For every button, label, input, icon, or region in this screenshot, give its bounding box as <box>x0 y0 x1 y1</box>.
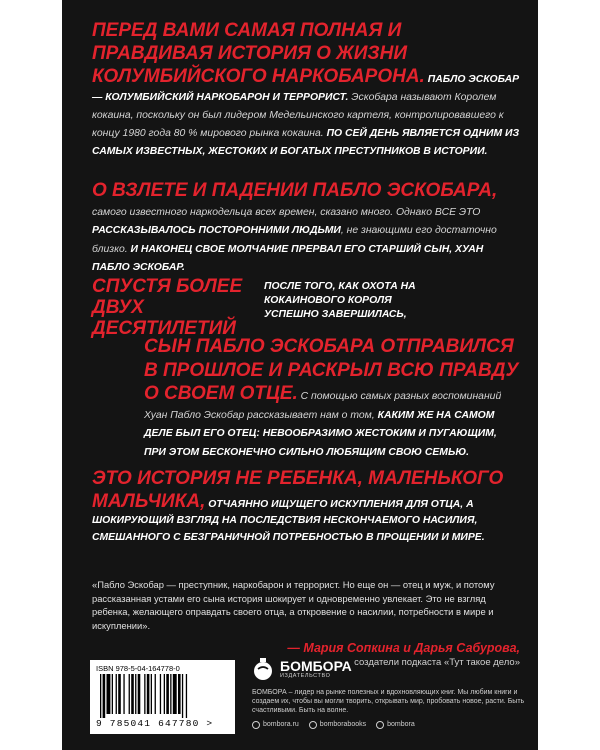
intro-headline: ПЕРЕД ВАМИ САМАЯ ПОЛНАЯ И ПРАВДИВАЯ ИСТОРИЯ О ЖИЗНИ КОЛУМБИЙСКОГО НАРКОБАРОНА. <box>92 20 425 87</box>
globe-icon <box>252 721 260 729</box>
barcode <box>100 674 225 718</box>
social-icon <box>376 721 384 729</box>
barcode-bar <box>112 674 113 714</box>
rise-fall-headline: О ВЗЛЕТЕ И ПАДЕНИИ ПАБЛО ЭСКОБАРА, <box>92 180 498 201</box>
publisher-contacts <box>252 721 527 729</box>
barcode-bar <box>135 674 136 714</box>
decades-block <box>92 276 520 339</box>
barcode-bar <box>186 674 187 718</box>
decades-text: ПОСЛЕ ТОГО, КАК ОХОТА НА КОКАИНОВОГО КОРОЛЯ УСПЕШНО ЗАВЕРШИЛАСЬ, <box>264 281 416 320</box>
barcode-bar <box>178 674 181 714</box>
story-bold: ОТЧАЯННО ИЩУЩЕГО ИСКУПЛЕНИЯ ДЛЯ ОТЦА, А ШОКИРУЮЩИЙ ВЗГЛЯД НА ПОСЛЕДСТВИЯ НЕСКОНЧАЕМОГО НАСИЛИЯ, СМЕШАННОГО С БЕЗГРАНИЧНОЙ ПОТРЕБНОСТЬЮ В ПРОЩЕНИИ И МИРЕ. <box>92 498 485 543</box>
barcode-bar <box>107 674 111 714</box>
barcode-bar <box>103 674 106 718</box>
isbn-digits: 9 785041 647780 > <box>96 718 214 729</box>
rise-fall-text-2: , не знающими его достаточно близко. <box>92 225 497 255</box>
intro-bold: ПАБЛО ЭСКОБАР — КОЛУМБИЙСКИЙ НАРКОБАРОН И ТЕРРОРИСТ. <box>92 74 520 103</box>
rise-fall-bold: РАССКАЗЫВАЛОСЬ ПОСТОРОННИМИ ЛЮДЬМИ <box>92 225 341 236</box>
intro-text: Эскобара называют Королем кокаина, поскольку он был лидером Медельинского картеля, контролировавшего к концу 1980 года 80 % мирового рынка кокаина. <box>92 92 504 139</box>
barcode-bar <box>151 674 152 714</box>
publisher-block <box>252 656 527 729</box>
bombora-logo-icon <box>252 656 274 682</box>
intro-bold-2: ПО СЕЙ ДЕНЬ ЯВЛЯЕТСЯ ОДНИМ ИЗ САМЫХ ИЗВЕСТНЫХ, ЖЕСТОКИХ И БОГАТЫХ ПРЕСТУПНИКОВ В ИСТОРИИ. <box>92 128 520 157</box>
barcode-bar <box>129 674 130 714</box>
barcode-bar <box>155 674 156 714</box>
son-bold: КАКИМ ЖЕ НА САМОМ ДЕЛЕ БЫЛ ЕГО ОТЕЦ: НЕВООБРАЗИМО ЖЕСТОКИМ И ПУГАЮЩИМ, ПРИ ЭТОМ БЕСКОНЕЧНО СИЛЬНО ЛЮБЯЩИМ СВОЮ СЕМЬЮ. <box>144 409 497 458</box>
rise-fall-block <box>92 180 520 278</box>
rise-fall-text: самого известного наркодельца всех времен, сказано много. Однако ВСЕ ЭТО <box>92 206 481 218</box>
review-quote <box>92 578 520 632</box>
publisher-description: БОМБОРА – лидер на рынке полезных и вдохновляющих книг. Мы любим книги и создаем их, чтобы вы могли творить, открывать мир, пробовать новое, расти. Быть счастливыми. Быть на волне. <box>252 689 525 715</box>
barcode-bar <box>131 674 134 714</box>
back-cover <box>62 0 538 750</box>
barcode-bar <box>170 674 171 714</box>
decades-headline: СПУСТЯ БОЛЕЕ ДВУХ ДЕСЯТИЛЕТИЙ <box>92 276 243 339</box>
barcode-bar <box>147 674 150 714</box>
social-icon <box>309 721 317 729</box>
barcode-bar <box>123 674 124 714</box>
barcode-bar <box>164 674 165 714</box>
quote-text: «Пабло Эскобар — преступник, наркобарон и террорист. Но еще он — отец и муж, и потому рассказанная устами его сына история шокирует и одновременно увлекает. Это не взгляд ребенка, желающего оправдать своего отца, а откровение о насилии, потребности в мире и искуплении». <box>92 579 495 631</box>
story-headline: ЭТО ИСТОРИЯ НЕ РЕБЕНКА, МАЛЕНЬКОГО МАЛЬЧИКА, <box>92 468 504 512</box>
social-link-1[interactable]: bomborabooks <box>309 721 366 729</box>
isbn-label: ISBN 978-5-04-164778-0 <box>96 664 180 673</box>
barcode-bar <box>116 674 117 714</box>
barcode-bar <box>144 674 145 714</box>
barcode-bar <box>138 674 141 714</box>
story-block <box>92 468 520 546</box>
rise-fall-bold-2: И НАКОНЕЦ СВОЕ МОЛЧАНИЕ ПРЕРВАЛ ЕГО СТАРШИЙ СЫН, ХУАН ПАБЛО ЭСКОБАР. <box>92 243 484 273</box>
social-link-2[interactable]: bombora <box>376 721 415 729</box>
barcode-bar <box>182 674 183 718</box>
quote-role: создатели подкаста «Тут такое дело» <box>354 657 520 668</box>
isbn-barcode-box <box>90 660 235 734</box>
son-text: С помощью самых разных воспоминаний Хуан Пабло Эскобар рассказывает нам о том, <box>144 391 502 421</box>
intro-block <box>92 20 520 161</box>
barcode-bar <box>100 674 101 718</box>
barcode-bar <box>166 674 169 714</box>
barcode-bar <box>173 674 177 714</box>
son-block <box>144 336 520 462</box>
publisher-sub: ИЗДАТЕЛЬСТВО <box>280 673 331 679</box>
son-headline: СЫН ПАБЛО ЭСКОБАРА ОТПРАВИЛСЯ В ПРОШЛОЕ И РАСКРЫЛ ВСЮ ПРАВДУ О СВОЕМ ОТЦЕ. <box>144 336 519 404</box>
quote-author: — Мария Сопкина и Дарья Сабурова, <box>287 641 520 655</box>
barcode-bar <box>118 674 121 714</box>
barcode-bar <box>160 674 161 714</box>
site-link[interactable]: bombora.ru <box>252 721 299 729</box>
publisher-name: БОМБОРА <box>280 658 352 674</box>
